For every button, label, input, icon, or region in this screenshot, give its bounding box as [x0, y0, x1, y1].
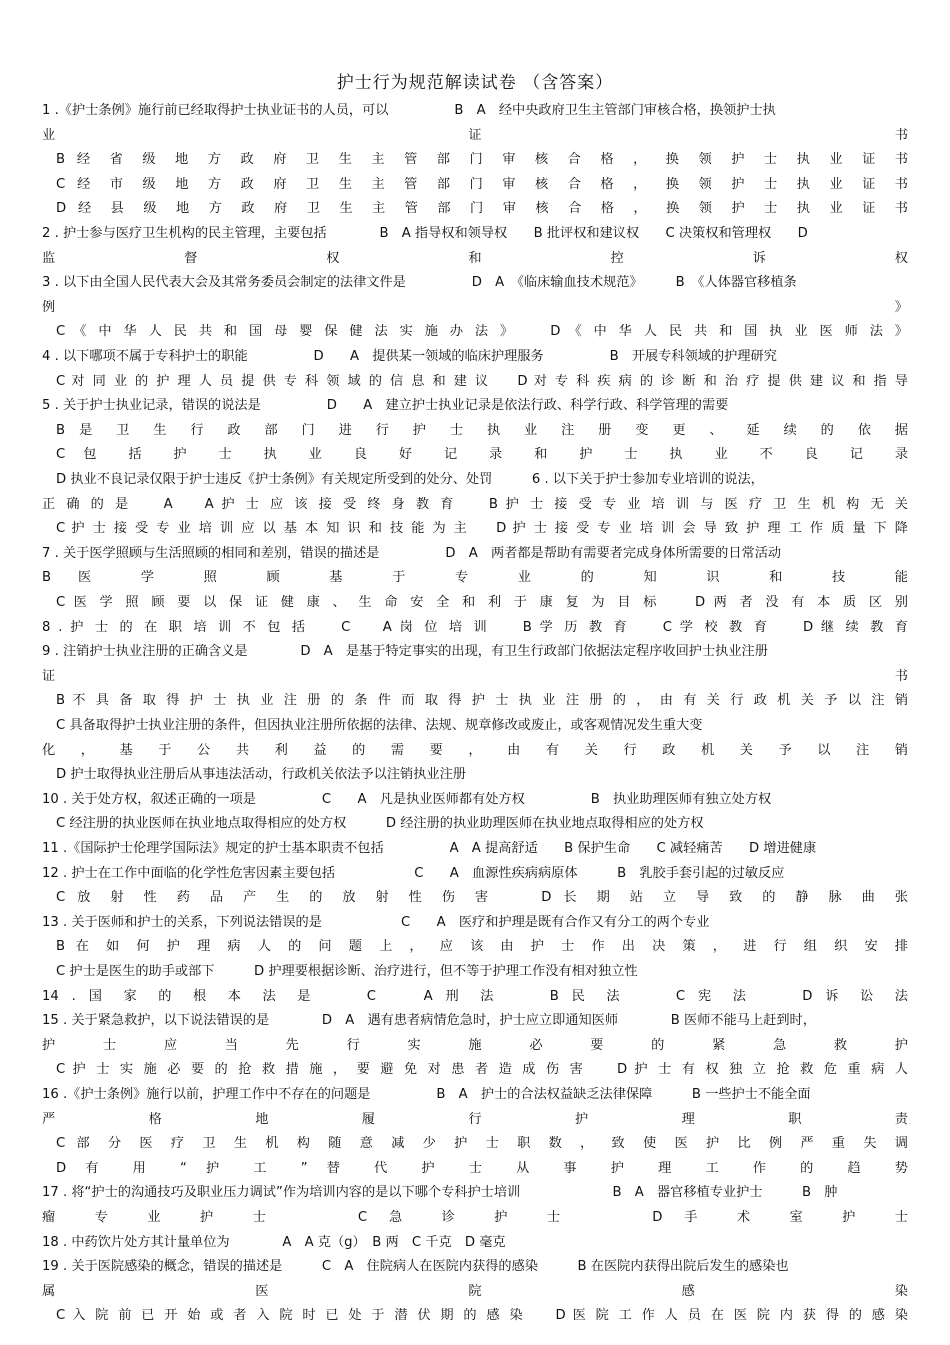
text-line: 监 督 权 和 控 诉 权	[42, 251, 908, 266]
text-line: C 护 士 接 受 专 业 培 训 应 以 基 本 知 识 和 技 能 为 主 D 护 士 接 受 专 业 培 训 会 导 致 护 理 工 作 质 量 下 降	[56, 521, 908, 536]
text-line: 18 . 中药饮片处方其计量单位为 A A 克（g） B 两 C 千克 D 毫克	[42, 1235, 506, 1250]
text-line: 证 书	[42, 669, 908, 684]
text-line: C 放 射 性 药 品 产 生 的 放 射 性 伤 害 D 长 期 站 立 导 致 的 静 脉 曲 张	[56, 890, 908, 905]
text-line: C 经 市 级 地 方 政 府 卫 生 主 管 部 门 审 核 合 格 ， 换 领 护 士 执 业 证 书	[56, 177, 908, 192]
text-line: 12 . 护士在工作中面临的化学性危害因素主要包括 C A 血源性疾病病原体 B 乳胶手套引起的过敏反应	[42, 866, 785, 881]
text-line: 11 .《国际护士伦理学国际法》规定的护士基本职责不包括 A A 提高舒适 B 保护生命 C 减轻痛苦 D 增进健康	[42, 841, 817, 856]
text-line: 化 ， 基 于 公 共 利 益 的 需 要 ， 由 有 关 行 政 机 关 予 以 注 销	[42, 743, 908, 758]
text-line: 19 . 关于医院感染的概念，错误的描述是 C A 住院病人在医院内获得的感染 B 在医院内获得出院后发生的感染也	[42, 1259, 789, 1274]
text-line: C 部 分 医 疗 卫 生 机 构 随 意 减 少 护 士 职 数 ， 致 使 医 护 比 例 严 重 失 调	[56, 1136, 908, 1151]
text-line: B 不 具 备 取 得 护 士 执 业 注 册 的 条 件 而 取 得 护 士 执 业 注 册 的 ， 由 有 关 行 政 机 关 予 以 注 销	[56, 693, 908, 708]
text-line: 属 医 院 感 染	[42, 1284, 908, 1299]
text-line: D 有 用 “ 护 工 ” 替 代 护 士 从 事 护 理 工 作 的 趋 势	[56, 1161, 908, 1176]
text-line: C 护士是医生的助手或部下 D 护理要根据诊断、治疗进行，但不等于护理工作没有相对独立性	[56, 964, 638, 979]
text-line: 正 确 的 是 A A 护 士 应 该 接 受 终 身 教 育 B 护 士 接 受 专 业 培 训 与 医 疗 卫 生 机 构 无 关	[42, 497, 908, 512]
text-line: 5 . 关于护士执业记录，错误的说法是 D A 建立护士执业记录是依法行政、科学行政、科学管理的需要	[42, 398, 729, 413]
text-line: C 包 括 护 士 执 业 良 好 记 录 和 护 士 执 业 不 良 记 录	[56, 447, 908, 462]
text-line: B 经 省 级 地 方 政 府 卫 生 主 管 部 门 审 核 合 格 ， 换 领 护 士 执 业 证 书	[56, 152, 908, 167]
text-line: C 护 士 实 施 必 要 的 抢 救 措 施 ， 要 避 免 对 患 者 造 成 伤 害 D 护 士 有 权 独 立 抢 救 危 重 病 人	[56, 1062, 908, 1077]
document-title: 护士行为规范解读试卷 （含答案）	[336, 73, 614, 93]
text-line: C 对 同 业 的 护 理 人 员 提 供 专 科 领 域 的 信 息 和 建 议 D 对 专 科 疾 病 的 诊 断 和 治 疗 提 供 建 议 和 指 导	[56, 374, 908, 389]
text-line: 例 》	[42, 300, 908, 315]
text-line: 17 . 将“护士的沟通技巧及职业压力调试”作为培训内容的是以下哪个专科护士培训 B A 器官移植专业护士 B 肿	[42, 1185, 838, 1200]
text-line: D 执业不良记录仅限于护士违反《护士条例》有关规定所受到的处分、处罚 6 . 以下关于护士参加专业培训的说法，	[56, 472, 764, 487]
text-line: 3 . 以下由全国人民代表大会及其常务委员会制定的法律文件是 D A 《临床输血技术规范》 B 《人体器官移植条	[42, 275, 797, 290]
text-line: 瘤 专 业 护 士 C 急 诊 护 士 D 手 术 室 护 士	[42, 1210, 908, 1225]
text-line: C 经注册的执业医师在执业地点取得相应的处方权 D 经注册的执业助理医师在执业地点取得相应的处方权	[56, 816, 704, 831]
text-line: 13 . 关于医师和护士的关系，下列说法错误的是 C A 医疗和护理是既有合作又有分工的两个专业	[42, 915, 710, 930]
text-line: 8 . 护 士 的 在 职 培 训 不 包 括 C A 岗 位 培 训 B 学 历 教 育 C 学 校 教 育 D 继 续 教 育	[42, 620, 908, 635]
text-line: 9 . 注销护士执业注册的正确含义是 D A 是基于特定事实的出现，有卫生行政部门依据法定程序收回护士执业注册	[42, 644, 768, 659]
text-line: C 入 院 前 已 开 始 或 者 入 院 时 已 处 于 潜 伏 期 的 感 染 D 医 院 工 作 人 员 在 医 院 内 获 得 的 感 染	[56, 1308, 908, 1323]
text-line: 15 . 关于紧急救护，以下说法错误的是 D A 遇有患者病情危急时，护士应立即通知医师 B 医师不能马上赶到时，	[42, 1013, 816, 1028]
text-line: 严 格 地 履 行 护 理 职 责	[42, 1112, 908, 1127]
text-line: B 医 学 照 顾 基 于 专 业 的 知 识 和 技 能	[42, 570, 908, 585]
text-line: B 是 卫 生 行 政 部 门 进 行 护 士 执 业 注 册 变 更 、 延 续 的 依 据	[56, 423, 908, 438]
text-line: C 具备取得护士执业注册的条件，但因执业注册所依据的法律、法规、规章修改或废止，或客观情况发生重大变	[56, 718, 703, 733]
text-line: B 在 如 何 护 理 病 人 的 问 题 上 ， 应 该 由 护 士 作 出 决 策 ， 进 行 组 织 安 排	[56, 939, 908, 954]
text-line: 10 . 关于处方权，叙述正确的一项是 C A 凡是执业医师都有处方权 B 执业助理医师有独立处方权	[42, 792, 772, 807]
text-line: 14 . 国 家 的 根 本 法 是 C A 刑 法 B 民 法 C 宪 法 D 诉 讼 法	[42, 989, 908, 1004]
text-line: C 医 学 照 顾 要 以 保 证 健 康 、 生 命 安 全 和 利 于 康 复 为 目 标 D 两 者 没 有 本 质 区 别	[56, 595, 908, 610]
text-line: D 护士取得执业注册后从事违法活动，行政机关依法予以注销执业注册	[56, 767, 466, 782]
text-line: 2 . 护士参与医疗卫生机构的民主管理，主要包括 B A 指导权和领导权 B 批评权和建议权 C 决策权和管理权 D	[42, 226, 808, 241]
text-line: 业 证 书	[42, 128, 908, 143]
text-line: 护 士 应 当 先 行 实 施 必 要 的 紧 急 救 护	[42, 1038, 908, 1053]
text-line: 4 . 以下哪项不属于专科护士的职能 D A 提供某一领域的临床护理服务 B 开展专科领域的护理研究	[42, 349, 777, 364]
text-line: C 《 中 华 人 民 共 和 国 母 婴 保 健 法 实 施 办 法 》 D 《 中 华 人 民 共 和 国 执 业 医 师 法 》	[56, 324, 908, 339]
text-line: 1 .《护士条例》施行前已经取得护士执业证书的人员，可以 B A 经中央政府卫生主管部门审核合格，换领护士执	[42, 103, 776, 118]
text-line: 16 .《护士条例》施行以前，护理工作中不存在的问题是 B A 护士的合法权益缺乏法律保障 B 一些护士不能全面	[42, 1087, 811, 1102]
text-line: 7 . 关于医学照顾与生活照顾的相同和差别，错误的描述是 D A 两者都是帮助有需要者完成身体所需要的日常活动	[42, 546, 782, 561]
text-line: D 经 县 级 地 方 政 府 卫 生 主 管 部 门 审 核 合 格 ， 换 领 护 士 执 业 证 书	[56, 201, 908, 216]
